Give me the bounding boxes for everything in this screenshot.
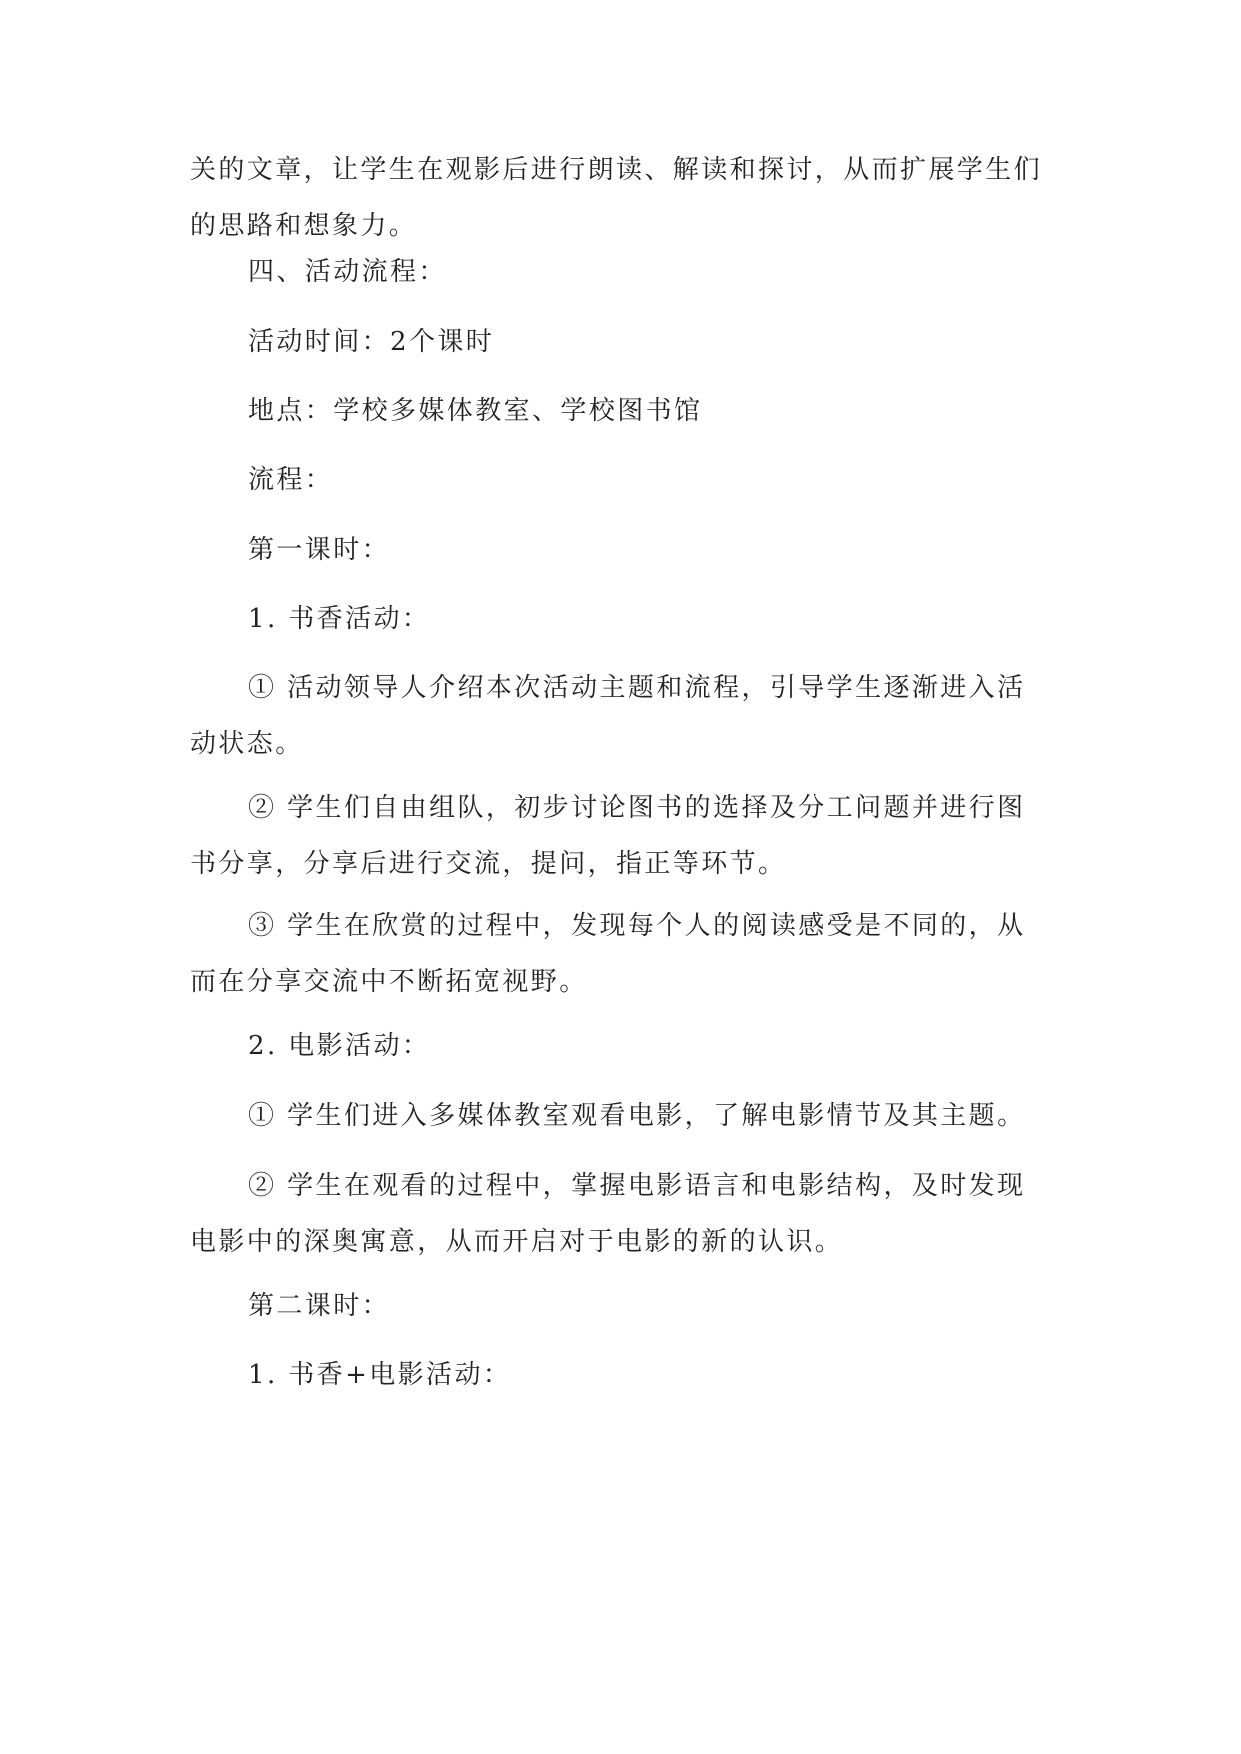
reading-step-2: ② 学生们自由组队，初步讨论图书的选择及分工问题并进行图书分享，分享后进行交流，提问，指正等环节。 — [190, 793, 1026, 879]
lesson-one-heading: 第一课时： — [248, 535, 391, 565]
reading-activity-heading: 1. 书香活动： — [248, 604, 431, 634]
reading-movie-activity-heading: 1. 书香+电影活动： — [248, 1360, 512, 1390]
activity-location-line: 地点：学校多媒体教室、学校图书馆 — [248, 396, 703, 426]
lesson-two-heading: 第二课时： — [248, 1291, 391, 1321]
movie-step-1: ① 学生们进入多媒体教室观看电影，了解电影情节及其主题。 — [248, 1101, 1026, 1131]
paragraph-intro-continuation: 关的文章，让学生在观影后进行朗读、解读和探讨，从而扩展学生们的思路和想象力。 — [190, 155, 1043, 241]
process-label: 流程： — [248, 465, 334, 495]
activity-time-line: 活动时间：2个课时 — [248, 327, 495, 357]
reading-step-1: ① 活动领导人介绍本次活动主题和流程，引导学生逐渐进入活动状态。 — [190, 673, 1026, 759]
movie-step-2: ② 学生在观看的过程中，掌握电影语言和电影结构，及时发现电影中的深奥寓意，从而开启对于电影的新的认识。 — [190, 1171, 1026, 1257]
reading-step-3: ③ 学生在欣赏的过程中，发现每个人的阅读感受是不同的，从而在分享交流中不断拓宽视野。 — [190, 911, 1026, 997]
movie-activity-heading: 2. 电影活动： — [248, 1031, 431, 1061]
section-heading-activity-process: 四、活动流程： — [248, 257, 447, 287]
